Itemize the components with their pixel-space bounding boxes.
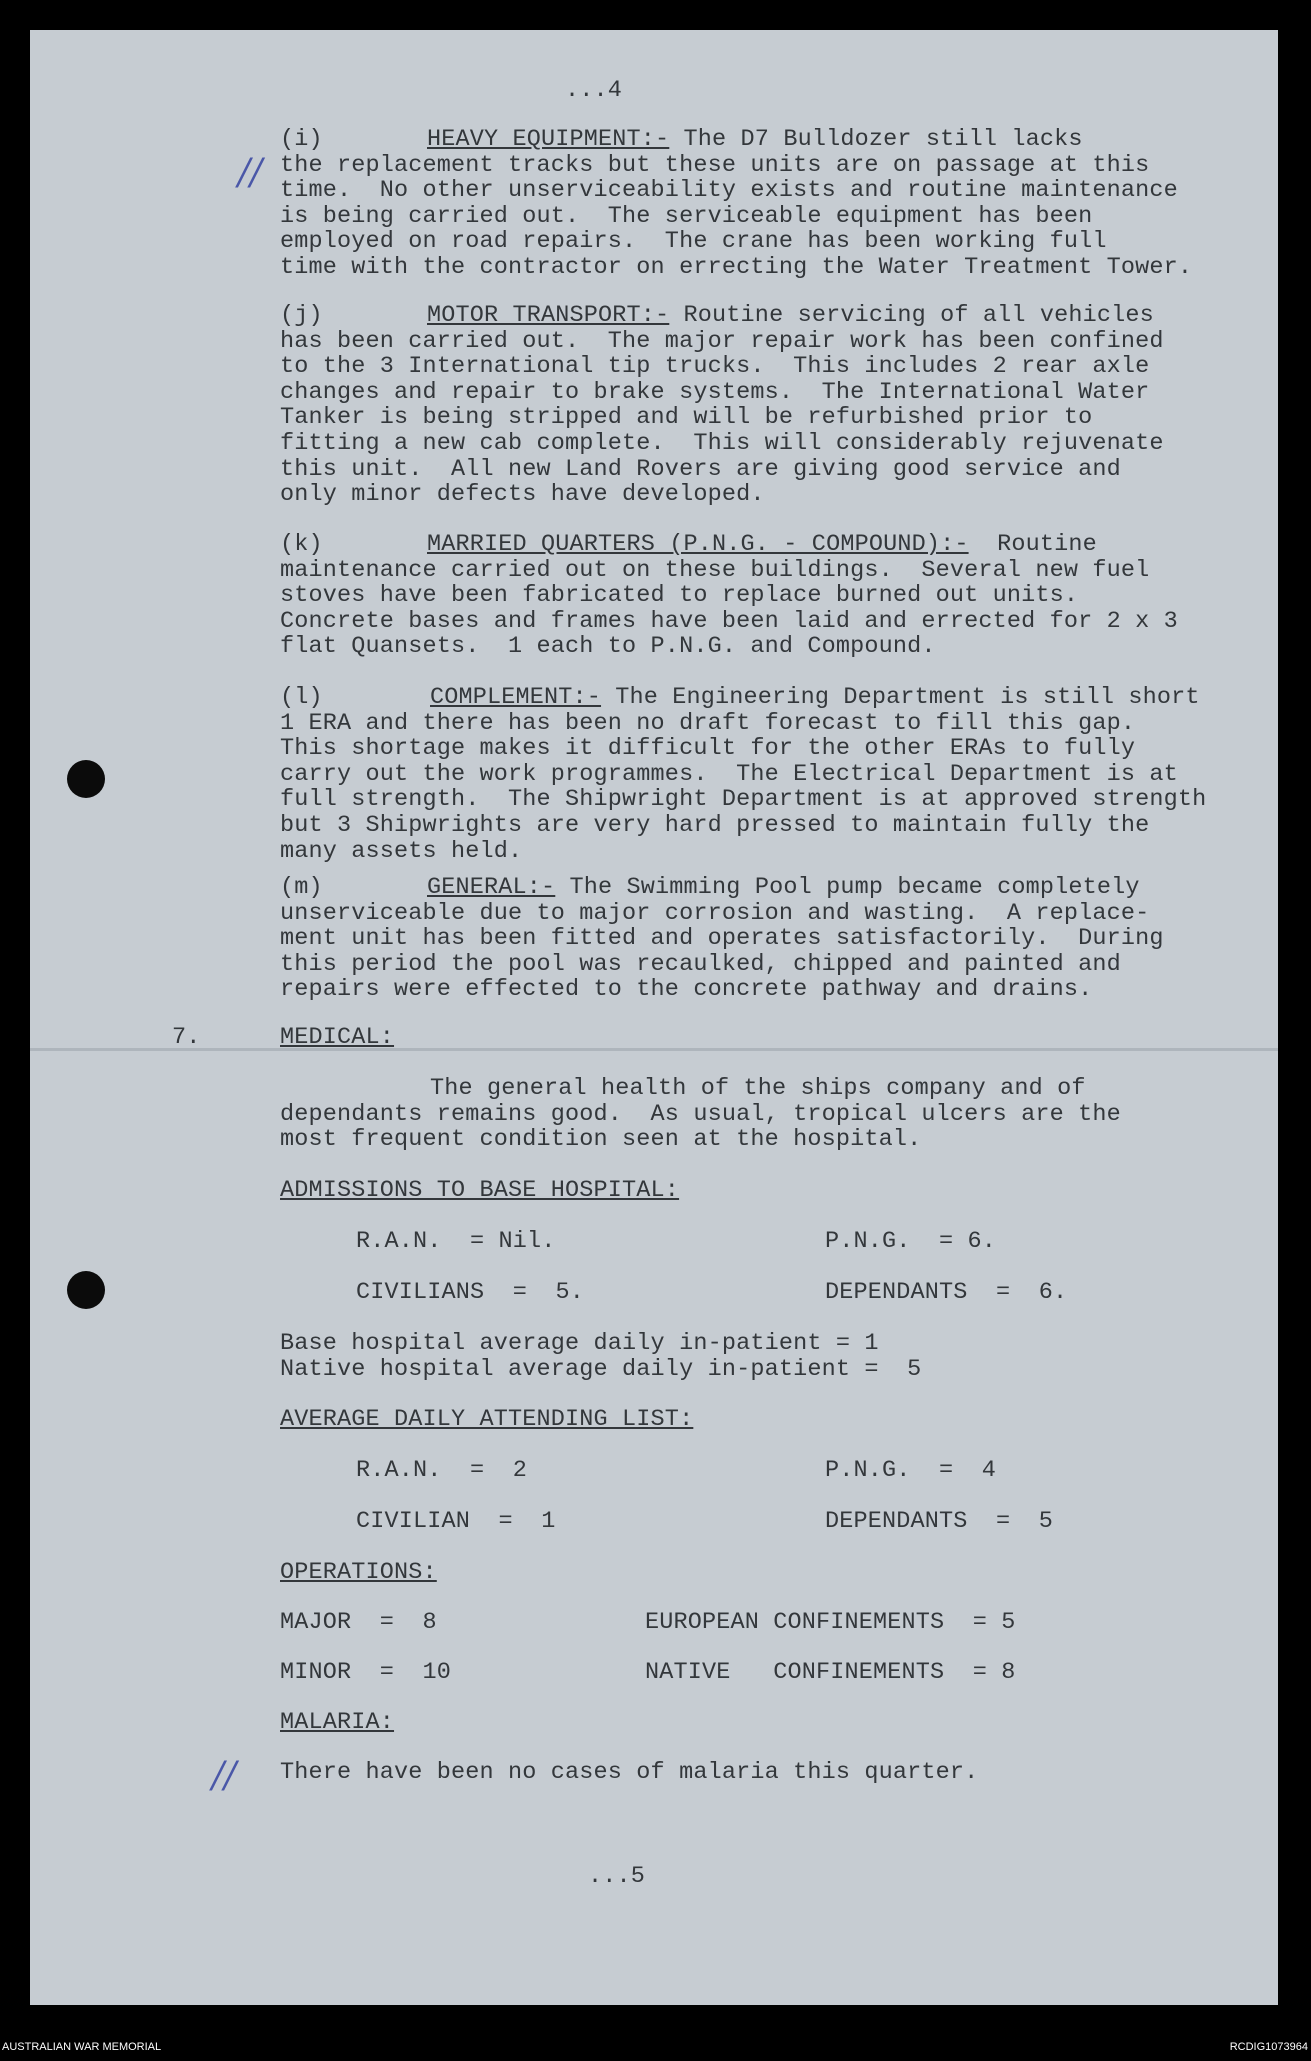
section-heading: MEDICAL: <box>280 1024 395 1051</box>
text-line: carry out the work programmes. The Electrical Department is at <box>280 760 1178 788</box>
text-line: maintenance carried out on these buildings. Several new fuel <box>280 556 1150 584</box>
section-heading: MOTOR TRANSPORT:- <box>427 302 670 329</box>
section-label: (j) <box>280 302 323 329</box>
section-label: (i) <box>280 126 323 153</box>
text-line: time with the contractor on errecting the Water Treatment Tower. <box>280 254 1193 281</box>
handwritten-mark-top: // <box>238 152 263 193</box>
text-line: dependants remains good. As usual, tropical ulcers are the <box>280 1100 1121 1128</box>
handwritten-mark-bottom: // <box>212 1755 237 1796</box>
text-line: but 3 Shipwrights are very hard pressed to maintain fully the <box>280 812 1150 839</box>
text-line: the replacement tracks but these units are on passage at this <box>280 151 1150 179</box>
footer-archive-name: AUSTRALIAN WAR MEMORIAL <box>2 2041 162 2053</box>
text-line: The general health of the ships company and of <box>430 1075 1086 1102</box>
text-line: this unit. All new Land Rovers are giving good service and <box>280 455 1121 483</box>
admissions-dependants: DEPENDANTS = 6. <box>825 1279 1068 1306</box>
section-label: (k) <box>280 531 323 558</box>
attending-heading: AVERAGE DAILY ATTENDING LIST: <box>280 1406 694 1433</box>
section-label: (m) <box>280 874 323 901</box>
malaria-text: There have been no cases of malaria this quarter. <box>280 1759 979 1786</box>
text-line: This shortage makes it difficult for the other ERAs to fully <box>280 735 1136 763</box>
page-number-bottom: ...5 <box>588 1863 646 1890</box>
text-line: time. No other unserviceability exists and routine maintenance <box>280 177 1178 205</box>
punch-hole-top <box>67 760 105 798</box>
text-line: employed on road repairs. The crane has been working full <box>280 228 1107 256</box>
punch-hole-bottom <box>67 1271 105 1309</box>
section-heading: COMPLEMENT:- <box>430 684 602 711</box>
text-line: Native hospital average daily in-patient = 5 <box>280 1355 922 1383</box>
section-heading: GENERAL:- <box>427 874 556 901</box>
text-line: full strength. The Shipwright Department is at approved strength <box>280 786 1207 814</box>
text-line: repairs were effected to the concrete pathway and drains. <box>280 976 1093 1004</box>
text-line: fitting a new cab complete. This will considerably rejuvenate <box>280 430 1164 457</box>
operations-european: EUROPEAN CONFINEMENTS = 5 <box>645 1609 1016 1636</box>
section-heading: MARRIED QUARTERS (P.N.G. - COMPOUND):- <box>427 531 969 558</box>
operations-major: MAJOR = 8 <box>280 1609 437 1636</box>
section-heading: HEAVY EQUIPMENT:- <box>427 126 670 153</box>
text-line: Concrete bases and frames have been laid and errected for 2 x 3 <box>280 607 1178 635</box>
section-number: 7. <box>172 1024 201 1051</box>
attending-dependants: DEPENDANTS = 5 <box>825 1508 1054 1535</box>
page-number-top: ...4 <box>565 77 623 104</box>
malaria-heading: MALARIA: <box>280 1709 395 1736</box>
operations-native: NATIVE CONFINEMENTS = 8 <box>645 1659 1016 1686</box>
text-line: Tanker is being stripped and will be refurbished prior to <box>280 404 1093 432</box>
text-line: most frequent condition seen at the hospital. <box>280 1126 922 1154</box>
attending-ran: R.A.N. = 2 <box>356 1457 528 1484</box>
admissions-png: P.N.G. = 6. <box>825 1228 997 1255</box>
operations-heading: OPERATIONS: <box>280 1559 437 1586</box>
text-line: unserviceable due to major corrosion and wasting. A replace- <box>280 899 1150 927</box>
admissions-ran: R.A.N. = Nil. <box>356 1228 556 1255</box>
text-line: ment unit has been fitted and operates satisfactorily. During <box>280 925 1164 953</box>
text-line: Base hospital average daily in-patient = 1 <box>280 1330 879 1357</box>
text-line: flat Quansets. 1 each to P.N.G. and Compound. <box>280 633 936 661</box>
section-heading-line: MOTOR TRANSPORT:- Routine servicing of all vehicles <box>427 302 1154 329</box>
attending-civilian: CIVILIAN = 1 <box>356 1508 556 1535</box>
footer-record-id: RCDIG1073964 <box>1229 2041 1308 2053</box>
text-line: this period the pool was recaulked, chipped and painted and <box>280 950 1121 978</box>
text-line: many assets held. <box>280 837 523 865</box>
text-line: to the 3 International tip trucks. This includes 2 rear axle <box>280 353 1150 381</box>
section-label: (l) <box>280 684 323 711</box>
text-line: only minor defects have developed. <box>280 481 765 509</box>
text-line: 1 ERA and there has been no draft forecast to fill this gap. <box>280 709 1136 737</box>
paper-fold <box>30 1048 1278 1051</box>
admissions-civilians: CIVILIANS = 5. <box>356 1279 585 1306</box>
section-heading-line: MARRIED QUARTERS (P.N.G. - COMPOUND):- Routine <box>427 531 1097 558</box>
text-line: stoves have been fabricated to replace burned out units. <box>280 582 1079 610</box>
text-line: has been carried out. The major repair work has been confined <box>280 327 1164 355</box>
text-line: is being carried out. The serviceable equipment has been <box>280 202 1093 230</box>
section-heading-line: HEAVY EQUIPMENT:- The D7 Bulldozer still lacks <box>427 126 1083 153</box>
operations-minor: MINOR = 10 <box>280 1659 452 1686</box>
admissions-heading: ADMISSIONS TO BASE HOSPITAL: <box>280 1177 680 1204</box>
text-line: changes and repair to brake systems. The International Water <box>280 378 1150 406</box>
section-heading-line: COMPLEMENT:- The Engineering Department is still short <box>430 684 1200 711</box>
attending-png: P.N.G. = 4 <box>825 1457 997 1484</box>
section-heading-line: GENERAL:- The Swimming Pool pump became completely <box>427 874 1140 901</box>
